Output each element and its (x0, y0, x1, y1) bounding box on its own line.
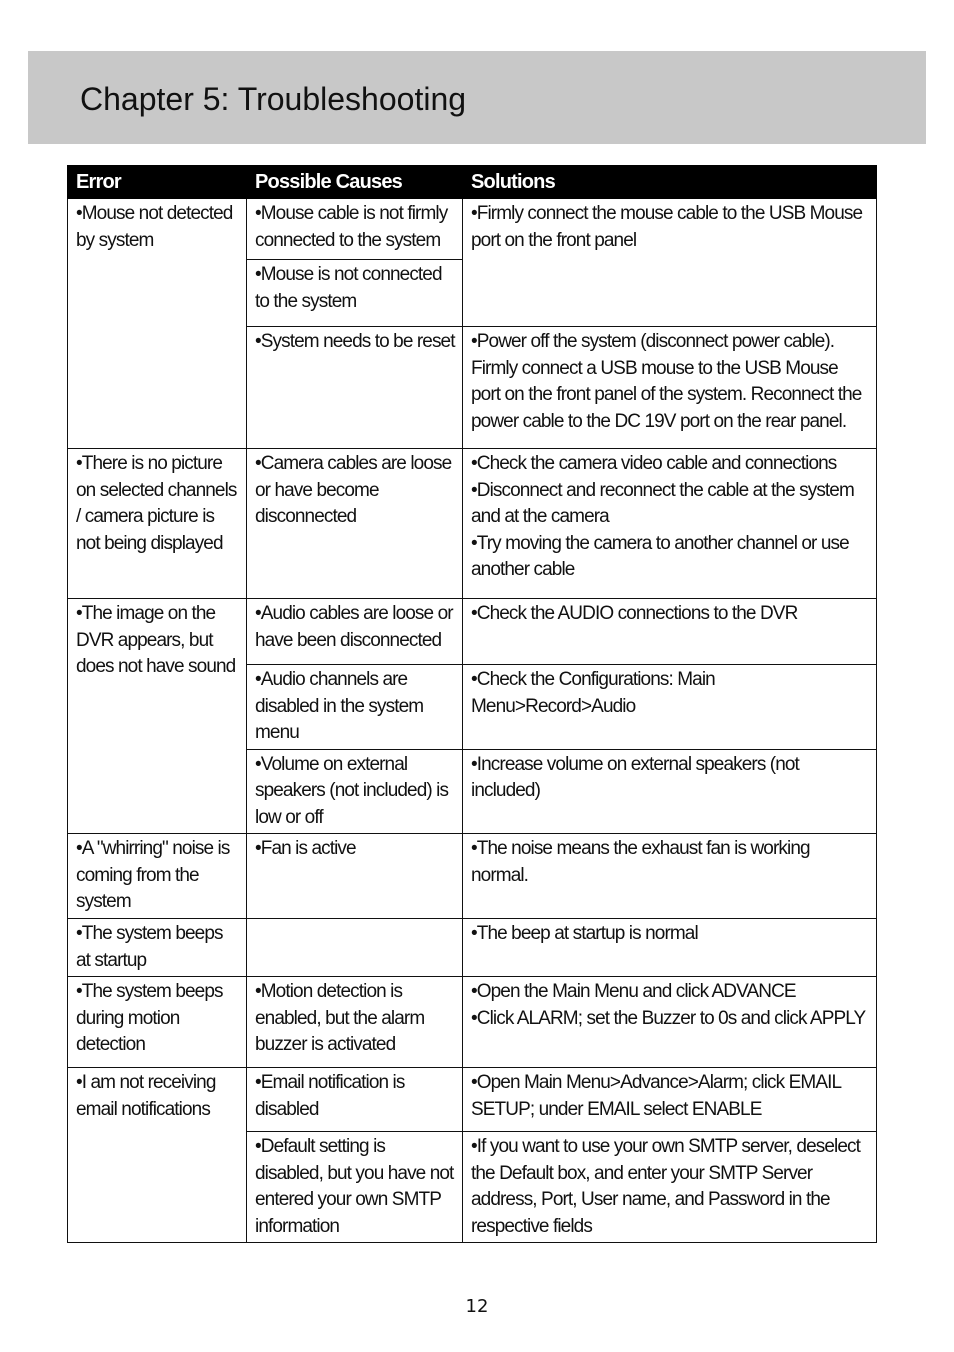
cause-cell: •Audio cables are loose or have been disconnected (247, 599, 463, 665)
solution-line: •Disconnect and reconnect the cable at the system and at the camera (471, 479, 854, 527)
solution-line: •Check the Configurations: Main Menu>Record>Audio (471, 669, 715, 717)
table-row (68, 599, 877, 665)
cause-cell: •Email notification is disabled (247, 1068, 463, 1132)
cause-cell: •Default setting is disabled, but you have not entered your own SMTP information (247, 1132, 463, 1243)
troubleshooting-table (67, 165, 877, 1243)
error-cell: •The image on the DVR appears, but does not have sound (68, 599, 247, 834)
solution-cell (463, 919, 877, 977)
solution-line: •The noise means the exhaust fan is working normal. (471, 838, 810, 886)
table-row (68, 199, 877, 260)
solution-line: •Check the AUDIO connections to the DVR (471, 603, 798, 624)
solution-cell (463, 1068, 877, 1132)
solution-cell (463, 199, 877, 327)
error-cell: •A "whirring" noise is coming from the system (68, 834, 247, 919)
solution-line: •Click ALARM; set the Buzzer to 0s and click APPLY (471, 1007, 866, 1029)
cause-cell: •Mouse is not connected to the system (247, 260, 463, 327)
error-cell: •Mouse not detected by system (68, 199, 247, 449)
solution-line: •Power off the system (disconnect power cable). Firmly connect a USB mouse to the USB Mouse port on the front panel of the system. Reconnect the power cable to the DC 19V port on the rear panel. (471, 331, 862, 432)
solution-line: •Open the Main Menu and click ADVANCE (471, 981, 796, 1002)
solution-line: •Open Main Menu>Advance>Alarm; click EMAIL SETUP; under EMAIL select ENABLE (471, 1072, 841, 1120)
solution-line: •If you want to use your own SMTP server, deselect the Default box, and enter your SMTP Server address, Port, User name, and Password in the respective fields (471, 1136, 861, 1237)
solution-line: •Try moving the camera to another channel or use another cable (471, 532, 849, 580)
table-row (68, 919, 877, 977)
error-cell: •The system beeps at startup (68, 919, 247, 977)
solution-cell (463, 665, 877, 750)
cause-cell (247, 919, 463, 977)
error-cell: •I am not receiving email notifications (68, 1068, 247, 1243)
solution-cell (463, 749, 877, 834)
cause-cell: •System needs to be reset (247, 327, 463, 449)
solution-cell (463, 327, 877, 449)
cause-cell: •Fan is active (247, 834, 463, 919)
column-header-error: Error (68, 166, 247, 199)
solution-cell (463, 599, 877, 665)
solution-cell (463, 834, 877, 919)
page-number: 12 (465, 1296, 489, 1317)
column-header-causes: Possible Causes (247, 166, 463, 199)
error-cell: •The system beeps during motion detection (68, 977, 247, 1068)
cause-cell: •Mouse cable is not firmly connected to the system (247, 199, 463, 260)
solution-line: •Increase volume on external speakers (not included) (471, 753, 799, 801)
table-row (68, 449, 877, 599)
cause-cell: •Volume on external speakers (not included) is low or off (247, 749, 463, 834)
table-row (68, 834, 877, 919)
solution-cell (463, 977, 877, 1068)
solution-cell (463, 449, 877, 599)
table-row (68, 1068, 877, 1132)
table-header-row (68, 166, 877, 199)
solution-line: •Check the camera video cable and connections (471, 453, 837, 474)
error-cell: •There is no picture on selected channels / camera picture is not being displayed (68, 449, 247, 599)
solution-line: •The beep at startup is normal (471, 923, 698, 944)
cause-cell: •Camera cables are loose or have become disconnected (247, 449, 463, 599)
chapter-title: Chapter 5: Troubleshooting (80, 81, 467, 117)
chapter-header-bar (28, 51, 926, 144)
cause-cell: •Motion detection is enabled, but the alarm buzzer is activated (247, 977, 463, 1068)
solution-line: •Firmly connect the mouse cable to the USB Mouse port on the front panel (471, 203, 863, 251)
column-header-solutions: Solutions (463, 166, 877, 199)
table-row (68, 977, 877, 1068)
cause-cell: •Audio channels are disabled in the system menu (247, 665, 463, 750)
solution-cell (463, 1132, 877, 1243)
